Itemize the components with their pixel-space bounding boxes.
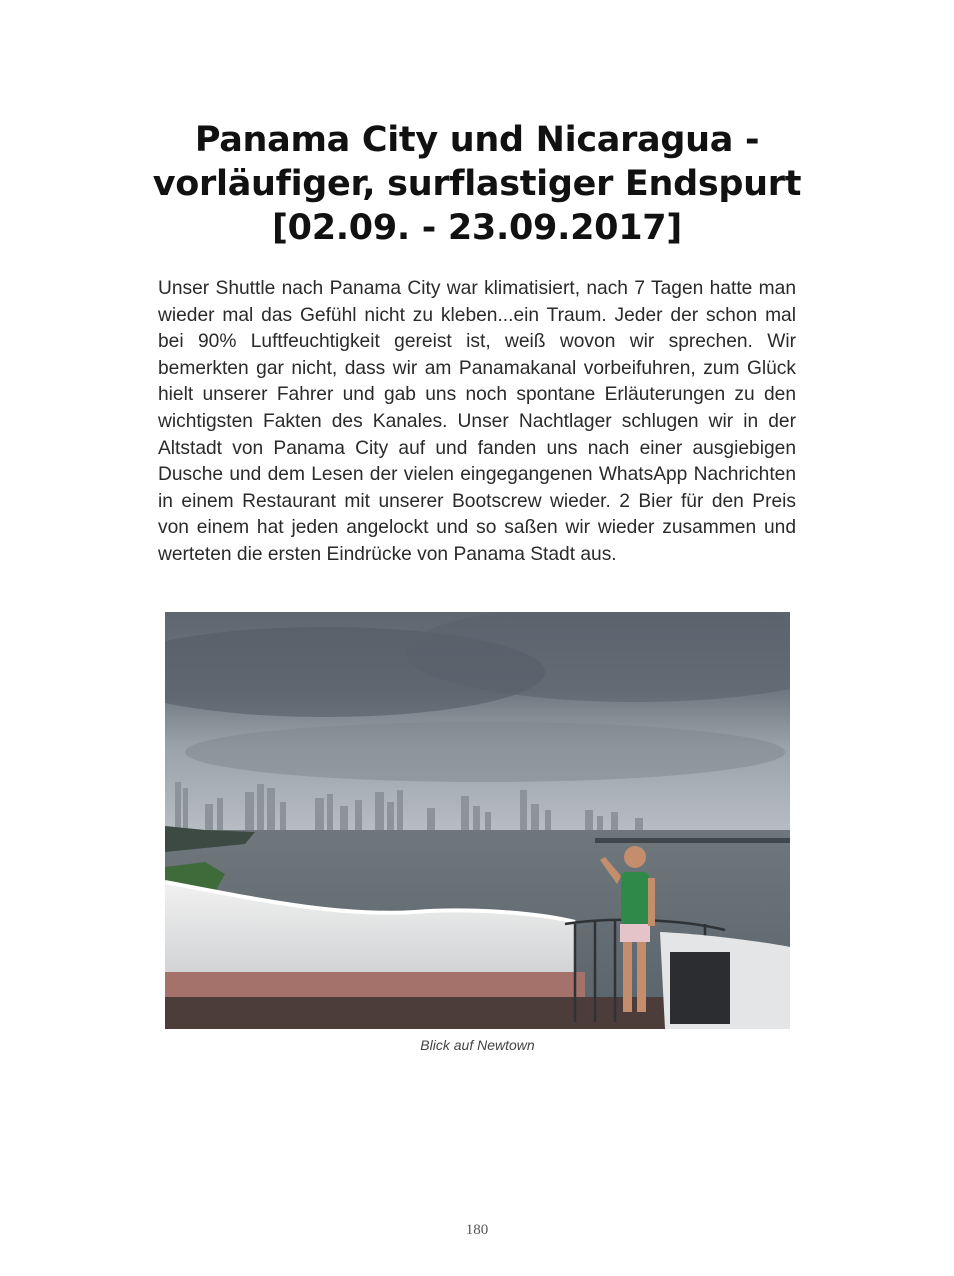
page-number: 180 <box>465 1222 489 1238</box>
title-line-1: Panama City und Nicaragua - <box>194 120 760 160</box>
photo-caption: Blick auf Newtown <box>420 1037 535 1053</box>
title-line-2: vorläufiger, surflastiger Endspurt <box>152 164 802 204</box>
body-paragraph: Unser Shuttle nach Panama City war klimatisiert, nach 7 Tagen hatte man wieder mal das Gefühl nicht zu kleben...ein Traum. Jeder der schon mal bei 90% Luftfeuchtigkeit gereist ist, weiß wovon wir sprechen. Wir bemerkten gar nicht, dass wir am Panamakanal vorbeifuhren, zum Glück hielt unserer Fahrer und gab uns noch spontane Erläuterungen zu den wichtigsten Fakten des Kanales. Unser Nachtlager schlugen wir in der Altstadt von Panama City auf und fanden uns nach einer ausgiebigen Dusche und dem Lesen der vielen eingegangenen WhatsApp Nachrichten in einem Restaurant mit unserer Bootscrew wieder. 2 Bier für den Preis von einem hat jeden angelockt und so saßen wir wieder zusammen und werteten die ersten Eindrücke von Panama Stadt aus. <box>158 278 796 565</box>
title-line-3: [02.09. - 23.09.2017] <box>271 208 682 248</box>
photo-newtown <box>165 612 790 1029</box>
page-title <box>120 118 834 250</box>
